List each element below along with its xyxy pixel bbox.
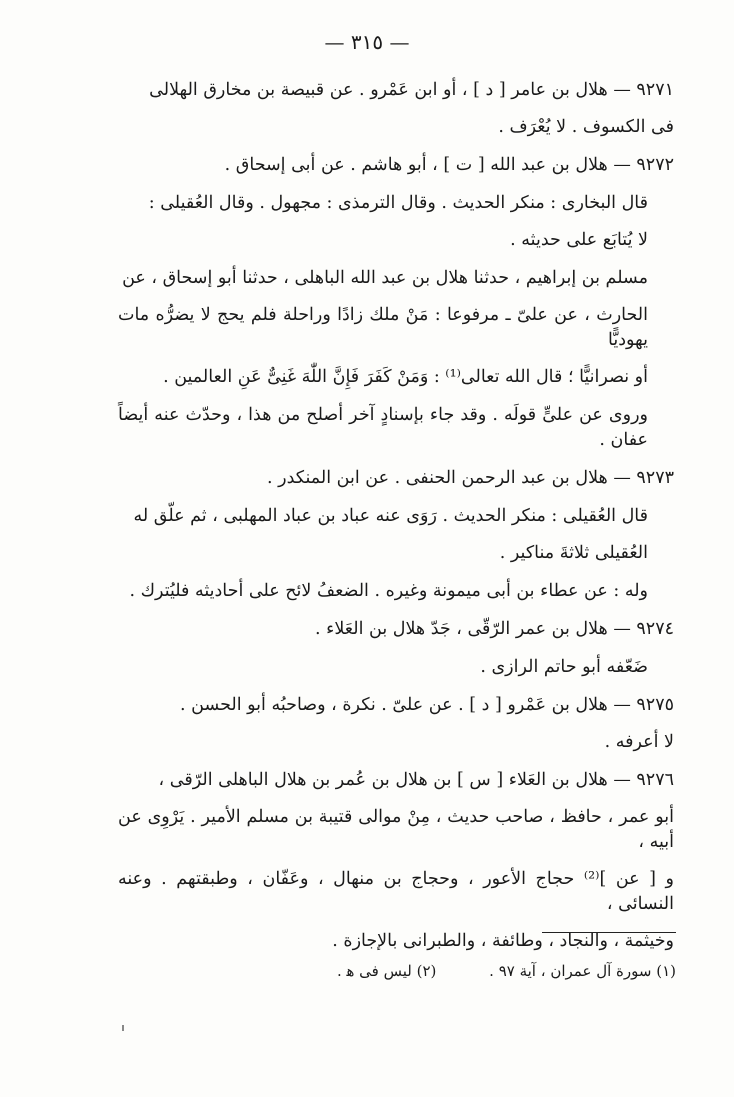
- text-line: قال البخارى : منكر الحديث . وقال الترمذى : مجهول . وقال العُقيلى :: [148, 193, 648, 213]
- footnotes: [260, 960, 676, 982]
- entry-9273: [118, 466, 674, 491]
- text-line: و [ عن ]⁽²⁾ حجاج الأعور ، وحجاج بن منهال ، وعَفّان ، وطبقتهم . وعنه النسائى ،: [118, 869, 674, 914]
- text-line: الحارث ، عن علىّ ـ مرفوعا : مَنْ ملك زادًا وراحلة فلم يحج لا يضرُّه مات يهوديًّا: [118, 305, 648, 350]
- text-line: لا أعرفه .: [604, 732, 674, 752]
- page-body: [118, 78, 674, 967]
- paragraph-uqayli-opinion: [118, 504, 674, 566]
- text-line: وله : عن عطاء بن أبى ميمونة وغيره . الضعفُ لائح على أحاديثه فليُترك .: [129, 581, 648, 601]
- text-line: ٩٢٧٦ — هلال بن العَلاء [ س ] بن هلال بن عُمر بن هلال الباهلى الرّقى ،: [158, 770, 674, 790]
- entry-9272: [118, 153, 674, 178]
- text-line: ضَعّفه أبو حاتم الرازى .: [480, 657, 648, 677]
- entry-9275: [118, 693, 674, 755]
- footnote-divider: [542, 932, 676, 933]
- paragraph-bukhari-opinion: [118, 191, 674, 253]
- text-line: فى الكسوف . لا يُعْرَف .: [498, 117, 674, 137]
- paragraph-abu-hatim: [118, 655, 674, 680]
- text-line: ٩٢٧٢ — هلال بن عبد الله [ ت ] ، أبو هاشم . عن أبى إسحاق .: [224, 155, 674, 175]
- text-line: قال العُقيلى : منكر الحديث . رَوَى عنه عباد بن عباد المهلبى ، ثم علّق له: [133, 506, 648, 526]
- text-line: وخيثمة ، والنجاد ، وطائفة ، والطبرانى بالإجازة .: [332, 931, 674, 951]
- print-mark: [122, 1025, 124, 1031]
- page-number: — ٣١٥ —: [324, 30, 410, 54]
- paragraph-narration-note: [118, 403, 674, 453]
- text-line: مسلم بن إبراهيم ، حدثنا هلال بن عبد الله الباهلى ، حدثنا أبو إسحاق ، عن: [122, 268, 648, 288]
- text-line: لا يُتابَع على حديثه .: [510, 230, 648, 250]
- entry-9271: [118, 78, 674, 140]
- text-line: أبو عمر ، حافظ ، صاحب حديث ، مِنْ موالى قتيبة بن مسلم الأمير . يَرْوِى عن أبيه ،: [118, 807, 674, 852]
- text-line: وروى عن علىٍّ قولَه . وقد جاء بإسنادٍ آخر أصلح من هذا ، وحدّث عنه أيضاً عفان .: [118, 405, 648, 450]
- paragraph-hadith-chain: [118, 266, 674, 390]
- entry-9274: [118, 617, 674, 642]
- footnote-2: (٢) ليس فى ﻫ .: [336, 962, 437, 980]
- text-line: ٩٢٧٤ — هلال بن عمر الرّقّى ، جَدّ هلال بن العَلاء .: [315, 619, 674, 639]
- entry-9276: [118, 768, 674, 954]
- text-line: ٩٢٧٥ — هلال بن عَمْرو [ د ] . عن علىّ . نكرة ، وصاحبُه أبو الحسن .: [180, 695, 674, 715]
- paragraph-ata-note: [118, 579, 674, 604]
- text-line: ٩٢٧٣ — هلال بن عبد الرحمن الحنفى . عن ابن المنكدر .: [267, 468, 674, 488]
- text-line: العُقيلى ثلاثةَ مناكير .: [499, 543, 648, 563]
- footnote-1: (١) سورة آل عمران ، آية ٩٧ .: [489, 962, 676, 980]
- text-line: ٩٢٧١ — هلال بن عامر [ د ] ، أو ابن عَمْرو . عن قبيصة بن مخارق الهلالى: [149, 80, 674, 100]
- text-line: أو نصرانيًّا ؛ قال الله تعالى⁽¹⁾ : وَمَنْ كَفَرَ فَإِنَّ اللّٰهَ غَنِىٌّ عَنِ العالمين .: [163, 367, 648, 387]
